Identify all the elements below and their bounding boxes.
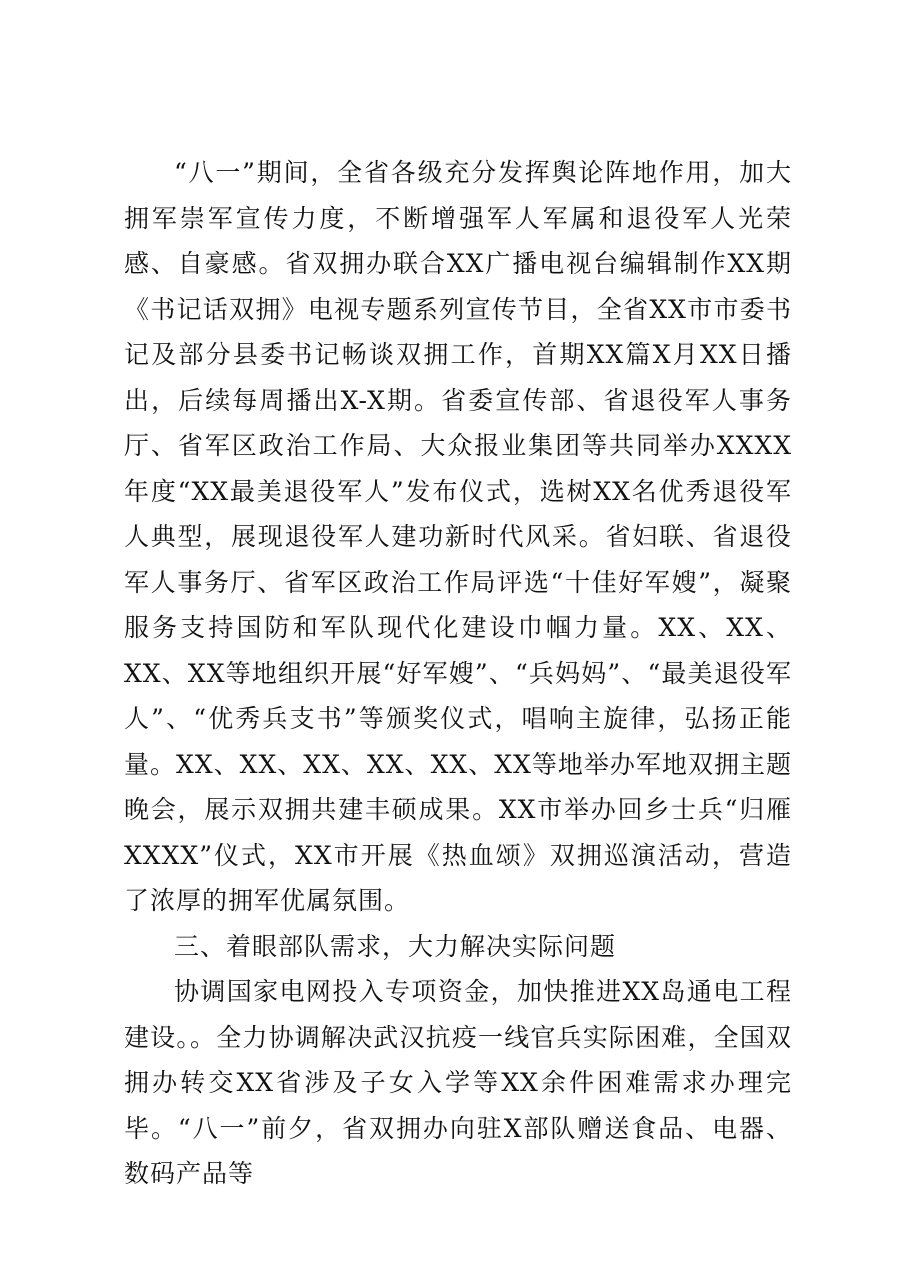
- section-heading-three: 三、着眼部队需求，大力解决实际问题: [174, 931, 617, 961]
- paragraph-military-needs: 协调国家电网投入专项资金，加快推进XX岛通电工程建设。。全力协调解决武汉抗疫一线官兵实际困难，全国双拥办转交XX省涉及子女入学等XX余件困难需求办理完毕。“八一”前夕，省双拥办向驻X部队赠送食品、电器、数码产品等: [124, 977, 792, 1188]
- document-body: [124, 150, 792, 1197]
- paragraph-publicity: “八一”期间，全省各级充分发挥舆论阵地作用，加大拥军崇军宣传力度，不断增强军人军属和退役军人光荣感、自豪感。省双拥办联合XX广播电视台编辑制作XX期《书记话双拥》电视专题系列宣传节目，全省XX市市委书记及部分县委书记畅谈双拥工作，首期XX篇X月XX日播出，后续每周播出X-X期。省委宣传部、省退役军人事务厅、省军区政治工作局、大众报业集团等共同举办XXXX年度“XX最美退役军人”发布仪式，选树XX名优秀退役军人典型，展现退役军人建功新时代风采。省妇联、省退役军人事务厅、省军区政治工作局评选“十佳好军嫂”，凝聚服务支持国防和军队现代化建设巾帼力量。XX、XX、XX、XX等地组织开展“好军嫂”、“兵妈妈”、“最美退役军人”、“优秀兵支书”等颁奖仪式，唱响主旋律，弘扬正能量。XX、XX、XX、XX、XX、XX等地举办军地双拥主题晚会，展示双拥共建丰硕成果。XX市举办回乡士兵“归雁XXXX”仪式，XX市开展《热血颂》双拥巡演活动，营造了浓厚的拥军优属氛围。: [124, 158, 792, 915]
